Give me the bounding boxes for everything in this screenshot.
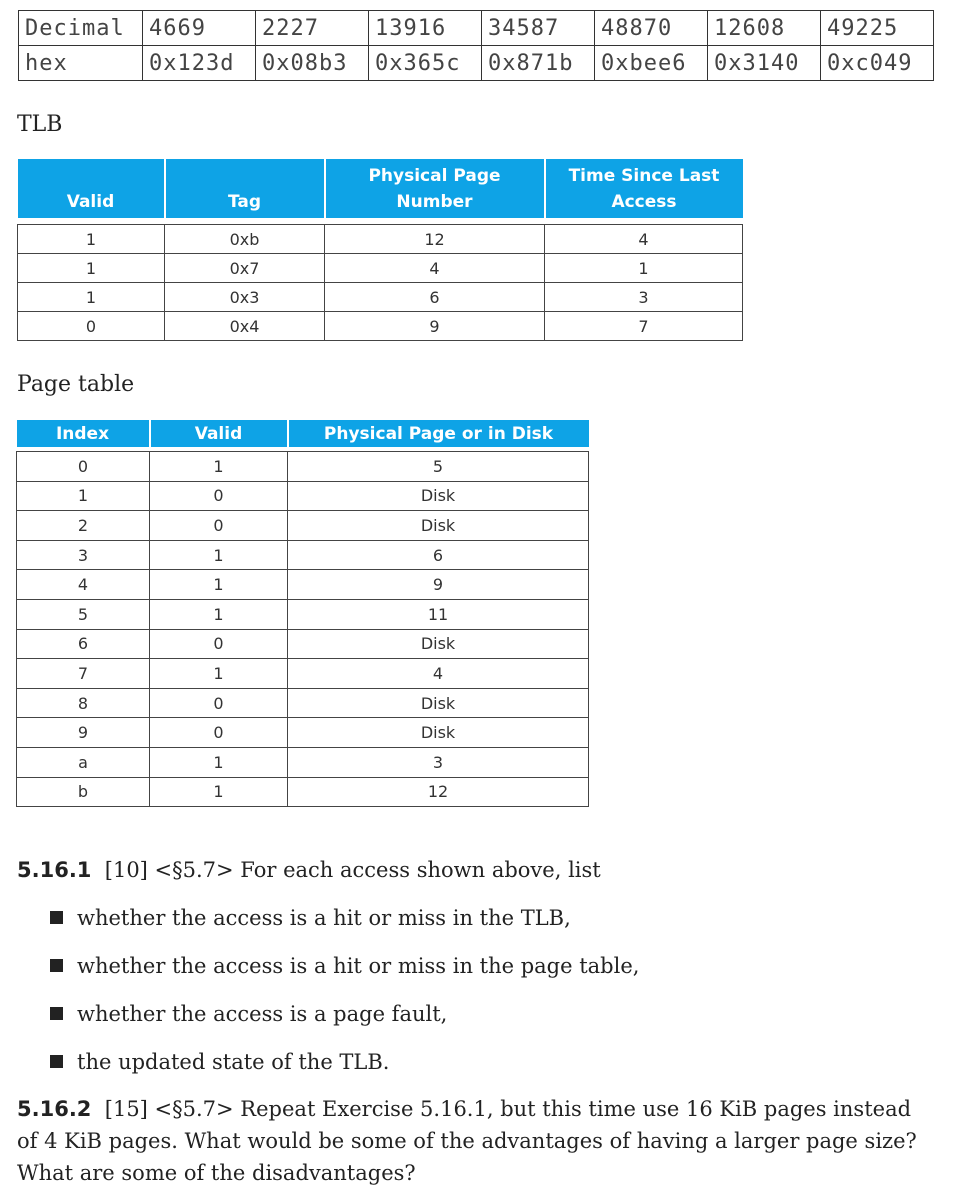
pt-header-physical: Physical Page or in Disk [288, 420, 589, 447]
tlb-cell-time: 1 [545, 254, 743, 283]
bullet-text: whether the access is a hit or miss in the TLB, [77, 906, 571, 930]
page-table [16, 420, 589, 807]
pt-cell-valid: 1 [150, 747, 288, 777]
pt-cell-physical: 12 [288, 777, 589, 807]
square-bullet-icon [50, 959, 63, 972]
pt-cell-index: 8 [17, 688, 150, 718]
square-bullet-icon [50, 1055, 63, 1068]
tlb-cell-valid: 1 [18, 283, 165, 312]
bullet-item [50, 1050, 389, 1074]
pt-cell-valid: 0 [150, 511, 288, 541]
square-bullet-icon [50, 911, 63, 924]
page-table-row [17, 718, 589, 748]
tlb-header-time: Time Since Last Access [545, 159, 743, 218]
tlb-row [18, 225, 743, 254]
page-table-row [17, 777, 589, 807]
pt-cell-physical: 4 [288, 659, 589, 689]
pt-cell-valid: 1 [150, 599, 288, 629]
pt-cell-valid: 0 [150, 688, 288, 718]
pt-cell-valid: 1 [150, 540, 288, 570]
hex-cell: 0x123d [143, 46, 256, 81]
tlb-cell-valid: 1 [18, 254, 165, 283]
tlb-row [18, 312, 743, 341]
bullet-item [50, 906, 571, 930]
tlb-cell-tag: 0x3 [165, 283, 325, 312]
hex-cell: 0x08b3 [256, 46, 369, 81]
pt-cell-physical: 5 [288, 452, 589, 482]
tlb-row [18, 283, 743, 312]
pt-cell-physical: Disk [288, 511, 589, 541]
page-table-header-row [17, 420, 589, 447]
tlb-cell-time: 3 [545, 283, 743, 312]
pt-cell-index: 6 [17, 629, 150, 659]
pt-header-valid: Valid [150, 420, 288, 447]
exercise-text: [10] <§5.7> For each access shown above, list [104, 858, 601, 882]
tlb-table [17, 159, 743, 341]
page-table-row [17, 511, 589, 541]
decimal-row [19, 11, 934, 46]
tlb-cell-time: 4 [545, 225, 743, 254]
bullet-text: the updated state of the TLB. [77, 1050, 390, 1074]
tlb-cell-valid: 0 [18, 312, 165, 341]
pt-cell-physical: 3 [288, 747, 589, 777]
pt-cell-index: 7 [17, 659, 150, 689]
hex-label: hex [19, 46, 143, 81]
pt-cell-physical: Disk [288, 629, 589, 659]
decimal-cell: 48870 [595, 11, 708, 46]
tlb-cell-ppn: 9 [325, 312, 545, 341]
hex-cell: 0x871b [482, 46, 595, 81]
hex-cell: 0xc049 [821, 46, 934, 81]
pt-cell-valid: 0 [150, 481, 288, 511]
pt-cell-index: 3 [17, 540, 150, 570]
page-table-row [17, 540, 589, 570]
tlb-cell-tag: 0xb [165, 225, 325, 254]
bullet-item [50, 954, 639, 978]
tlb-cell-ppn: 12 [325, 225, 545, 254]
hex-cell: 0x3140 [708, 46, 821, 81]
exercise-line: [15] <§5.7> Repeat Exercise 5.16.1, but this time use 16 KiB pages instead [104, 1097, 912, 1121]
bullet-item [50, 1002, 447, 1026]
page-table-row [17, 570, 589, 600]
bullet-text: whether the access is a page fault, [77, 1002, 448, 1026]
pt-cell-index: 0 [17, 452, 150, 482]
decimal-cell: 12608 [708, 11, 821, 46]
tlb-header-tag: Tag [165, 159, 325, 218]
tlb-header-valid: Valid [18, 159, 165, 218]
pt-cell-physical: 11 [288, 599, 589, 629]
decimal-cell: 49225 [821, 11, 934, 46]
page-table-title: Page table [17, 372, 135, 397]
tlb-cell-tag: 0x7 [165, 254, 325, 283]
pt-cell-index: 4 [17, 570, 150, 600]
page-table-row [17, 659, 589, 689]
pt-cell-index: 9 [17, 718, 150, 748]
decimal-cell: 4669 [143, 11, 256, 46]
pt-cell-index: b [17, 777, 150, 807]
pt-cell-physical: 9 [288, 570, 589, 600]
pt-cell-physical: Disk [288, 688, 589, 718]
exercise-number: 5.16.2 [17, 1097, 92, 1121]
page-table-row [17, 747, 589, 777]
exercise-line: of 4 KiB pages. What would be some of the advantages of having a larger page size? [17, 1129, 917, 1153]
decimal-cell: 13916 [369, 11, 482, 46]
tlb-header-row [18, 159, 743, 218]
pt-cell-valid: 0 [150, 718, 288, 748]
tlb-cell-ppn: 6 [325, 283, 545, 312]
page-table-row [17, 481, 589, 511]
pt-cell-physical: Disk [288, 718, 589, 748]
exercise-5-16-2 [17, 1097, 911, 1121]
tlb-cell-valid: 1 [18, 225, 165, 254]
exercise-number: 5.16.1 [17, 858, 92, 882]
pt-cell-index: 2 [17, 511, 150, 541]
tlb-title: TLB [17, 112, 63, 137]
pt-cell-valid: 0 [150, 629, 288, 659]
address-table [18, 10, 934, 81]
pt-cell-index: 1 [17, 481, 150, 511]
hex-row [19, 46, 934, 81]
decimal-label: Decimal [19, 11, 143, 46]
decimal-cell: 34587 [482, 11, 595, 46]
pt-cell-index: 5 [17, 599, 150, 629]
hex-cell: 0xbee6 [595, 46, 708, 81]
pt-cell-valid: 1 [150, 570, 288, 600]
bullet-text: whether the access is a hit or miss in the page table, [77, 954, 640, 978]
tlb-row [18, 254, 743, 283]
tlb-cell-tag: 0x4 [165, 312, 325, 341]
exercise-5-16-1 [17, 858, 601, 882]
pt-cell-physical: Disk [288, 481, 589, 511]
pt-cell-physical: 6 [288, 540, 589, 570]
exercise-line: What are some of the disadvantages? [17, 1161, 416, 1185]
hex-cell: 0x365c [369, 46, 482, 81]
pt-cell-index: a [17, 747, 150, 777]
pt-header-index: Index [17, 420, 150, 447]
page-table-row [17, 599, 589, 629]
square-bullet-icon [50, 1007, 63, 1020]
tlb-cell-ppn: 4 [325, 254, 545, 283]
pt-cell-valid: 1 [150, 452, 288, 482]
tlb-header-ppn: Physical Page Number [325, 159, 545, 218]
pt-cell-valid: 1 [150, 659, 288, 689]
page-table-row [17, 452, 589, 482]
pt-cell-valid: 1 [150, 777, 288, 807]
decimal-cell: 2227 [256, 11, 369, 46]
page-table-row [17, 688, 589, 718]
tlb-cell-time: 7 [545, 312, 743, 341]
page-table-row [17, 629, 589, 659]
